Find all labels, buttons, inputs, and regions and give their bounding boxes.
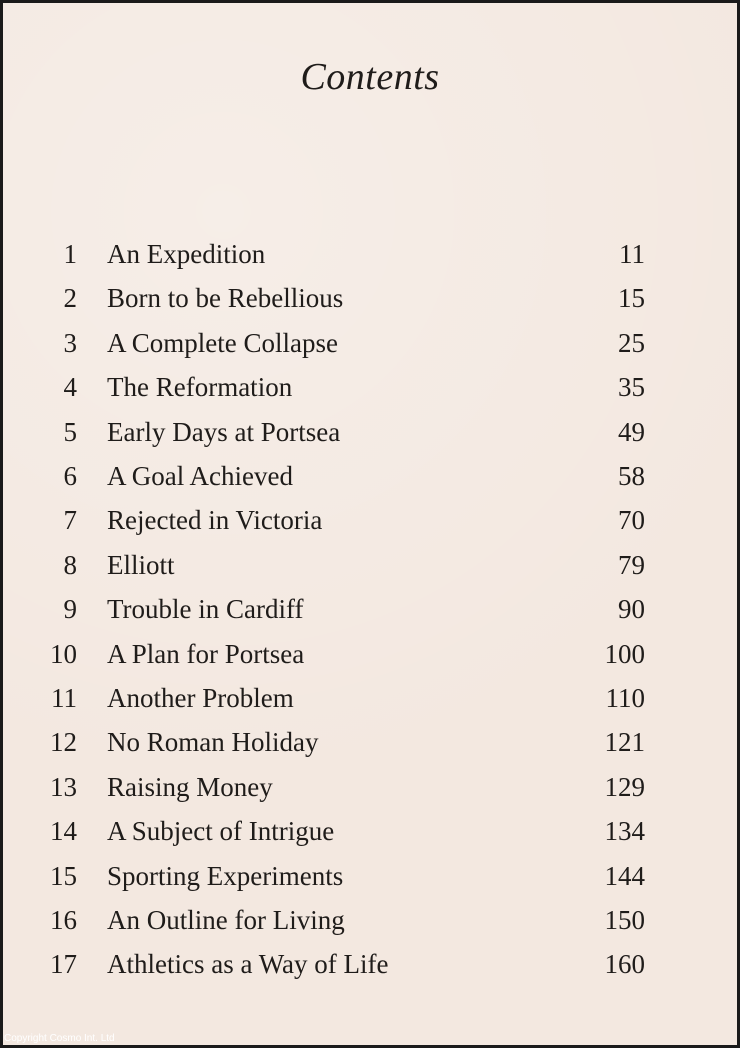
chapter-number: 3 (63, 327, 77, 358)
chapter-title: Trouble in Cardiff (107, 594, 304, 625)
chapter-number: 11 (51, 683, 77, 713)
page-number: 11 (619, 239, 645, 269)
page-number: 129 (604, 771, 645, 802)
chapter-title: A Plan for Portsea (107, 638, 305, 669)
chapter-number: 12 (50, 727, 77, 758)
toc-entry (3, 677, 737, 717)
book-page (3, 3, 737, 1045)
page-number: 70 (618, 505, 645, 536)
chapter-number: 1 (63, 239, 77, 269)
chapter-title: Athletics as a Way of Life (107, 949, 389, 980)
chapter-title: Born to be Rebellious (107, 283, 344, 314)
page-number: 49 (618, 416, 645, 447)
chapter-title: Elliott (107, 549, 175, 580)
chapter-number: 10 (50, 638, 77, 669)
toc-entry (3, 810, 737, 850)
chapter-number: 2 (63, 283, 77, 314)
toc-entry (3, 633, 737, 673)
copyright-notice: Copyright Cosmo Int. Ltd (4, 1033, 115, 1044)
page-number: 25 (618, 327, 645, 358)
toc-entry (3, 943, 737, 983)
chapter-number: 16 (50, 905, 77, 935)
page-number: 134 (604, 816, 645, 847)
page-number: 35 (618, 372, 645, 403)
page-number: 144 (604, 860, 645, 891)
chapter-title: A Goal Achieved (107, 461, 293, 491)
toc-entry (3, 322, 737, 362)
chapter-title: An Expedition (107, 239, 266, 269)
toc-entry (3, 366, 737, 406)
page-number: 58 (618, 461, 645, 491)
chapter-title: Raising Money (107, 771, 273, 802)
chapter-number: 5 (63, 416, 77, 447)
chapter-number: 13 (50, 771, 77, 802)
chapter-number: 17 (50, 949, 77, 980)
page-number: 79 (618, 549, 645, 580)
toc-entry (3, 855, 737, 895)
chapter-title: Another Problem (107, 683, 294, 713)
chapter-title: A Subject of Intrigue (107, 816, 335, 847)
chapter-title: Sporting Experiments (107, 860, 344, 891)
chapter-title: Rejected in Victoria (107, 505, 323, 536)
toc-entry (3, 233, 737, 273)
page-number: 15 (618, 283, 645, 314)
chapter-title: Early Days at Portsea (107, 416, 341, 447)
page-number: 90 (618, 594, 645, 625)
chapter-number: 7 (63, 505, 77, 536)
chapter-number: 15 (50, 860, 77, 891)
toc-entry (3, 588, 737, 628)
page-number: 121 (604, 727, 645, 758)
chapter-number: 8 (63, 549, 77, 580)
chapter-title: An Outline for Living (107, 905, 345, 935)
toc-entry (3, 277, 737, 317)
chapter-title: No Roman Holiday (107, 727, 319, 758)
chapter-number: 14 (50, 816, 77, 847)
page-number: 150 (604, 905, 645, 935)
chapter-number: 9 (63, 594, 77, 625)
toc-entry (3, 766, 737, 806)
page-title: Contents (300, 56, 440, 98)
chapter-number: 4 (63, 372, 77, 403)
toc-entry (3, 544, 737, 584)
toc-entry (3, 899, 737, 939)
chapter-title: The Reformation (107, 372, 293, 403)
chapter-title: A Complete Collapse (107, 327, 338, 358)
toc-entry (3, 499, 737, 539)
page-number: 110 (605, 683, 645, 713)
toc-entry (3, 411, 737, 451)
chapter-number: 6 (63, 461, 77, 491)
page-number: 160 (604, 949, 645, 980)
toc-entry (3, 721, 737, 761)
toc-entry (3, 455, 737, 495)
page-number: 100 (604, 638, 645, 669)
